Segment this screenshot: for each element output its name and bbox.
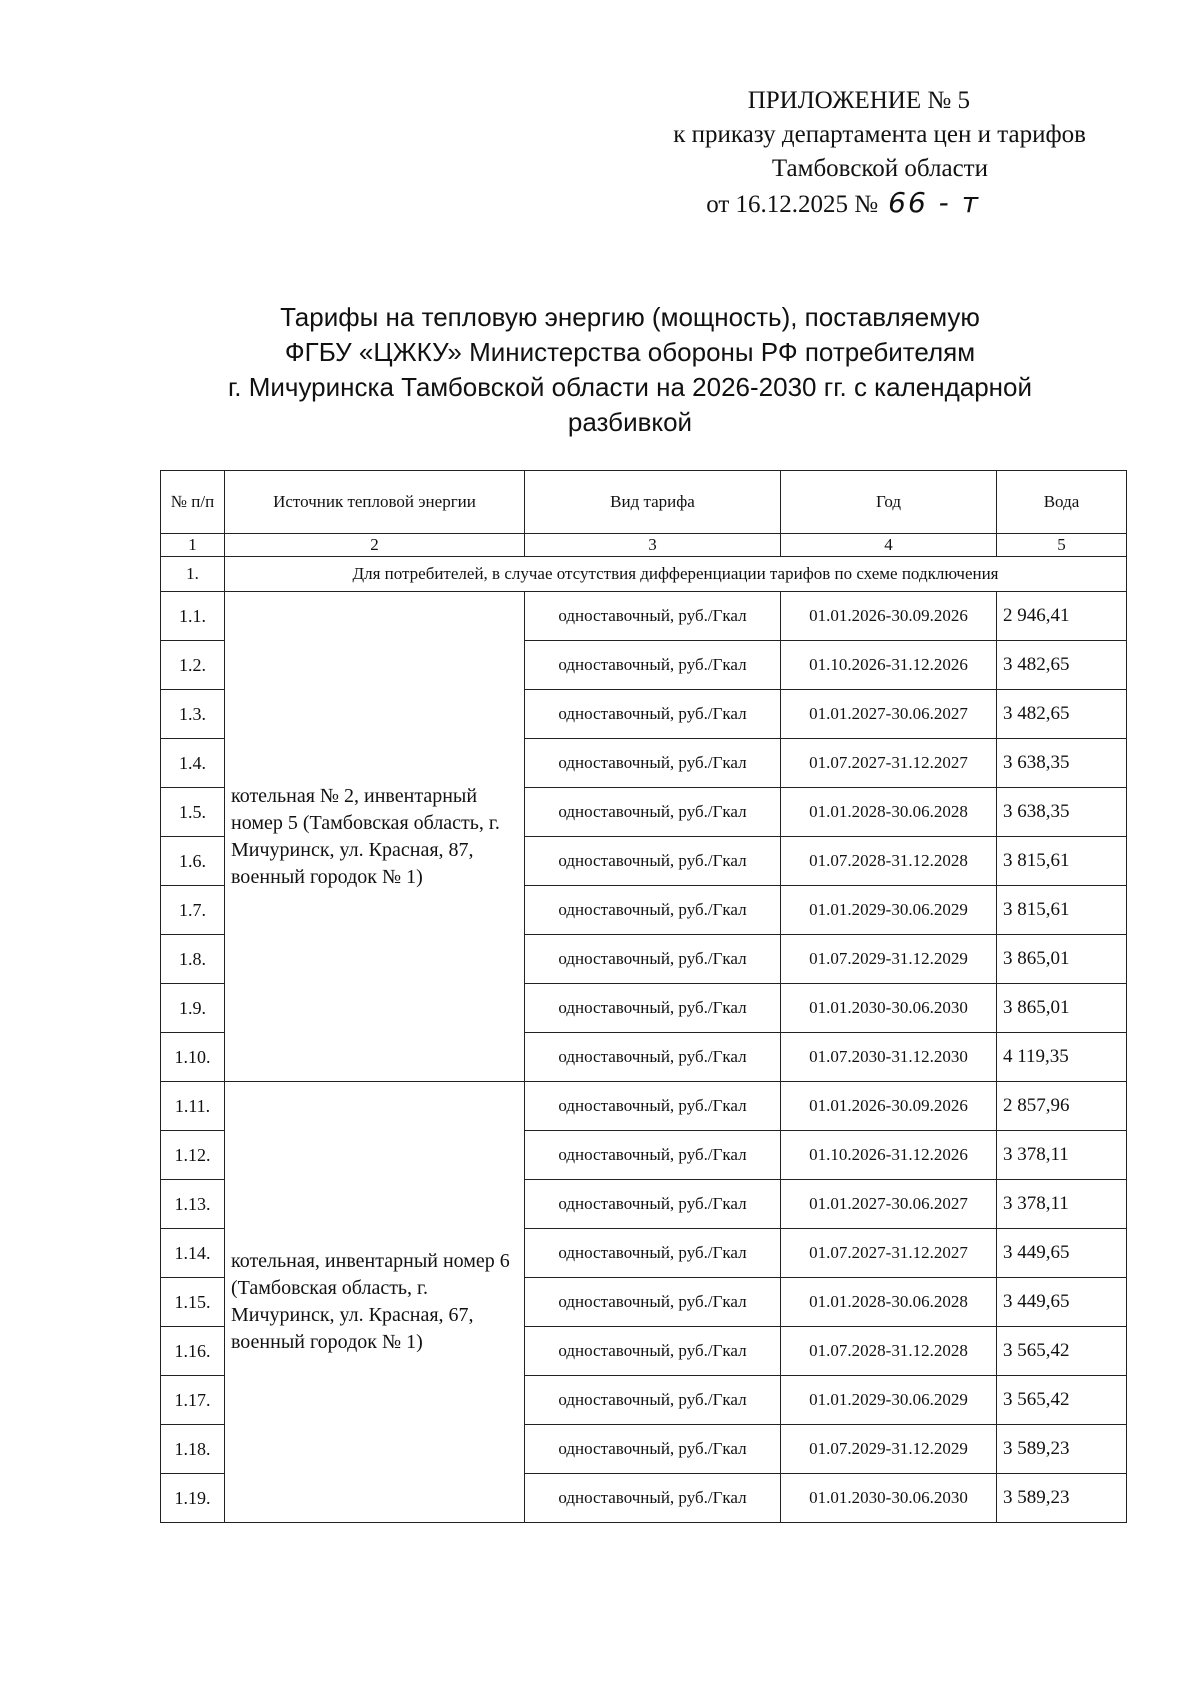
row-number: 1.12.	[161, 1131, 225, 1180]
tariff-value: 3 378,11	[997, 1180, 1127, 1229]
header-num: № п/п	[161, 471, 225, 534]
tariff-kind: одноставочный, руб./Гкал	[525, 1327, 781, 1376]
header-year: Год	[781, 471, 997, 534]
tariff-period: 01.01.2026-30.09.2026	[781, 1082, 997, 1131]
tariff-period: 01.07.2027-31.12.2027	[781, 1229, 997, 1278]
tariff-value: 3 589,23	[997, 1425, 1127, 1474]
tariff-kind: одноставочный, руб./Гкал	[525, 1033, 781, 1082]
tariff-value: 3 449,65	[997, 1229, 1127, 1278]
tariff-period: 01.01.2027-30.06.2027	[781, 1180, 997, 1229]
row-number: 1.19.	[161, 1474, 225, 1523]
row-number: 1.8.	[161, 935, 225, 984]
tariff-value: 3 865,01	[997, 984, 1127, 1033]
column-number: 1	[161, 534, 225, 557]
table-header-row	[161, 471, 1127, 534]
tariff-kind: одноставочный, руб./Гкал	[525, 1376, 781, 1425]
tariff-period: 01.07.2027-31.12.2027	[781, 739, 997, 788]
column-number: 2	[225, 534, 525, 557]
tariff-period: 01.07.2028-31.12.2028	[781, 1327, 997, 1376]
row-number: 1.4.	[161, 739, 225, 788]
row-number: 1.3.	[161, 690, 225, 739]
row-number: 1.7.	[161, 886, 225, 935]
tariff-value: 3 638,35	[997, 788, 1127, 837]
row-number: 1.18.	[161, 1425, 225, 1474]
tariff-kind: одноставочный, руб./Гкал	[525, 788, 781, 837]
tariff-period: 01.10.2026-31.12.2026	[781, 641, 997, 690]
tariff-kind: одноставочный, руб./Гкал	[525, 886, 781, 935]
tariff-value: 3 482,65	[997, 690, 1127, 739]
table-row	[161, 1082, 1127, 1131]
tariff-period: 01.01.2029-30.06.2029	[781, 886, 997, 935]
column-number: 3	[525, 534, 781, 557]
row-number: 1.6.	[161, 837, 225, 886]
document-title	[200, 300, 1060, 440]
row-number: 1.11.	[161, 1082, 225, 1131]
tariff-value: 3 378,11	[997, 1131, 1127, 1180]
title-line-3: г. Мичуринска Тамбовской области на 2026-2030 гг. с календарной	[227, 372, 1033, 402]
tariff-period: 01.01.2026-30.09.2026	[781, 592, 997, 641]
column-numbers-row	[161, 534, 1127, 557]
tariff-kind: одноставочный, руб./Гкал	[525, 1278, 781, 1327]
appendix-region: Тамбовской области	[771, 155, 988, 182]
section-label: Для потребителей, в случае отсутствия дифференциации тарифов по схеме подключения	[225, 557, 1127, 592]
tariff-kind: одноставочный, руб./Гкал	[525, 1131, 781, 1180]
row-number: 1.10.	[161, 1033, 225, 1082]
tariff-value: 3 589,23	[997, 1474, 1127, 1523]
tariff-kind: одноставочный, руб./Гкал	[525, 1425, 781, 1474]
row-number: 1.1.	[161, 592, 225, 641]
appendix-title: ПРИЛОЖЕНИЕ № 5	[747, 87, 970, 114]
column-number: 5	[997, 534, 1127, 557]
appendix-header	[468, 84, 1086, 222]
tariff-kind: одноставочный, руб./Гкал	[525, 837, 781, 886]
tariff-period: 01.01.2027-30.06.2027	[781, 690, 997, 739]
section-num: 1.	[161, 557, 225, 592]
table-row	[161, 592, 1127, 641]
tariff-value: 3 565,42	[997, 1376, 1127, 1425]
title-line-2: ФГБУ «ЦЖКУ» Министерства обороны РФ потребителям	[284, 337, 976, 367]
row-number: 1.13.	[161, 1180, 225, 1229]
row-number: 1.2.	[161, 641, 225, 690]
tariff-kind: одноставочный, руб./Гкал	[525, 1180, 781, 1229]
tariff-value: 3 815,61	[997, 886, 1127, 935]
tariff-period: 01.07.2029-31.12.2029	[781, 1425, 997, 1474]
tariff-kind: одноставочный, руб./Гкал	[525, 1082, 781, 1131]
appendix-date-line	[468, 186, 1028, 222]
tariff-kind: одноставочный, руб./Гкал	[525, 1229, 781, 1278]
tariff-kind: одноставочный, руб./Гкал	[525, 739, 781, 788]
heat-source: котельная № 2, инвентарный номер 5 (Тамбовская область, г. Мичуринск, ул. Красная, 87, военный городок № 1)	[225, 592, 525, 1082]
tariff-value: 3 565,42	[997, 1327, 1127, 1376]
tariff-value: 2 946,41	[997, 592, 1127, 641]
tariff-period: 01.07.2028-31.12.2028	[781, 837, 997, 886]
title-line-4: разбивкой	[567, 407, 693, 437]
row-number: 1.16.	[161, 1327, 225, 1376]
header-kind: Вид тарифа	[525, 471, 781, 534]
tariff-period: 01.01.2030-30.06.2030	[781, 984, 997, 1033]
tariff-value: 3 482,65	[997, 641, 1127, 690]
tariff-kind: одноставочный, руб./Гкал	[525, 690, 781, 739]
tariff-kind: одноставочный, руб./Гкал	[525, 935, 781, 984]
title-line-1: Тарифы на тепловую энергию (мощность), поставляемую	[280, 302, 980, 332]
row-number: 1.9.	[161, 984, 225, 1033]
tariff-value: 3 449,65	[997, 1278, 1127, 1327]
tariff-value: 2 857,96	[997, 1082, 1127, 1131]
tariff-period: 01.07.2030-31.12.2030	[781, 1033, 997, 1082]
header-source: Источник тепловой энергии	[225, 471, 525, 534]
handwritten-order-number: 66 - т	[888, 186, 980, 219]
tariff-period: 01.01.2029-30.06.2029	[781, 1376, 997, 1425]
tariff-value: 3 638,35	[997, 739, 1127, 788]
tariff-table	[160, 470, 1127, 1523]
row-number: 1.15.	[161, 1278, 225, 1327]
heat-source: котельная, инвентарный номер 6 (Тамбовская область, г. Мичуринск, ул. Красная, 67, военный городок № 1)	[225, 1082, 525, 1523]
tariff-kind: одноставочный, руб./Гкал	[525, 984, 781, 1033]
tariff-period: 01.01.2028-30.06.2028	[781, 1278, 997, 1327]
appendix-date: от 16.12.2025 №	[706, 191, 879, 218]
tariff-period: 01.01.2028-30.06.2028	[781, 788, 997, 837]
tariff-value: 3 865,01	[997, 935, 1127, 984]
row-number: 1.14.	[161, 1229, 225, 1278]
tariff-kind: одноставочный, руб./Гкал	[525, 1474, 781, 1523]
tariff-period: 01.01.2030-30.06.2030	[781, 1474, 997, 1523]
appendix-order-ref: к приказу департамента цен и тарифов	[673, 121, 1086, 148]
tariff-value: 3 815,61	[997, 837, 1127, 886]
column-number: 4	[781, 534, 997, 557]
row-number: 1.17.	[161, 1376, 225, 1425]
tariff-period: 01.10.2026-31.12.2026	[781, 1131, 997, 1180]
tariff-kind: одноставочный, руб./Гкал	[525, 592, 781, 641]
tariff-period: 01.07.2029-31.12.2029	[781, 935, 997, 984]
tariff-value: 4 119,35	[997, 1033, 1127, 1082]
header-water: Вода	[997, 471, 1127, 534]
tariff-kind: одноставочный, руб./Гкал	[525, 641, 781, 690]
row-number: 1.5.	[161, 788, 225, 837]
section-row	[161, 557, 1127, 592]
